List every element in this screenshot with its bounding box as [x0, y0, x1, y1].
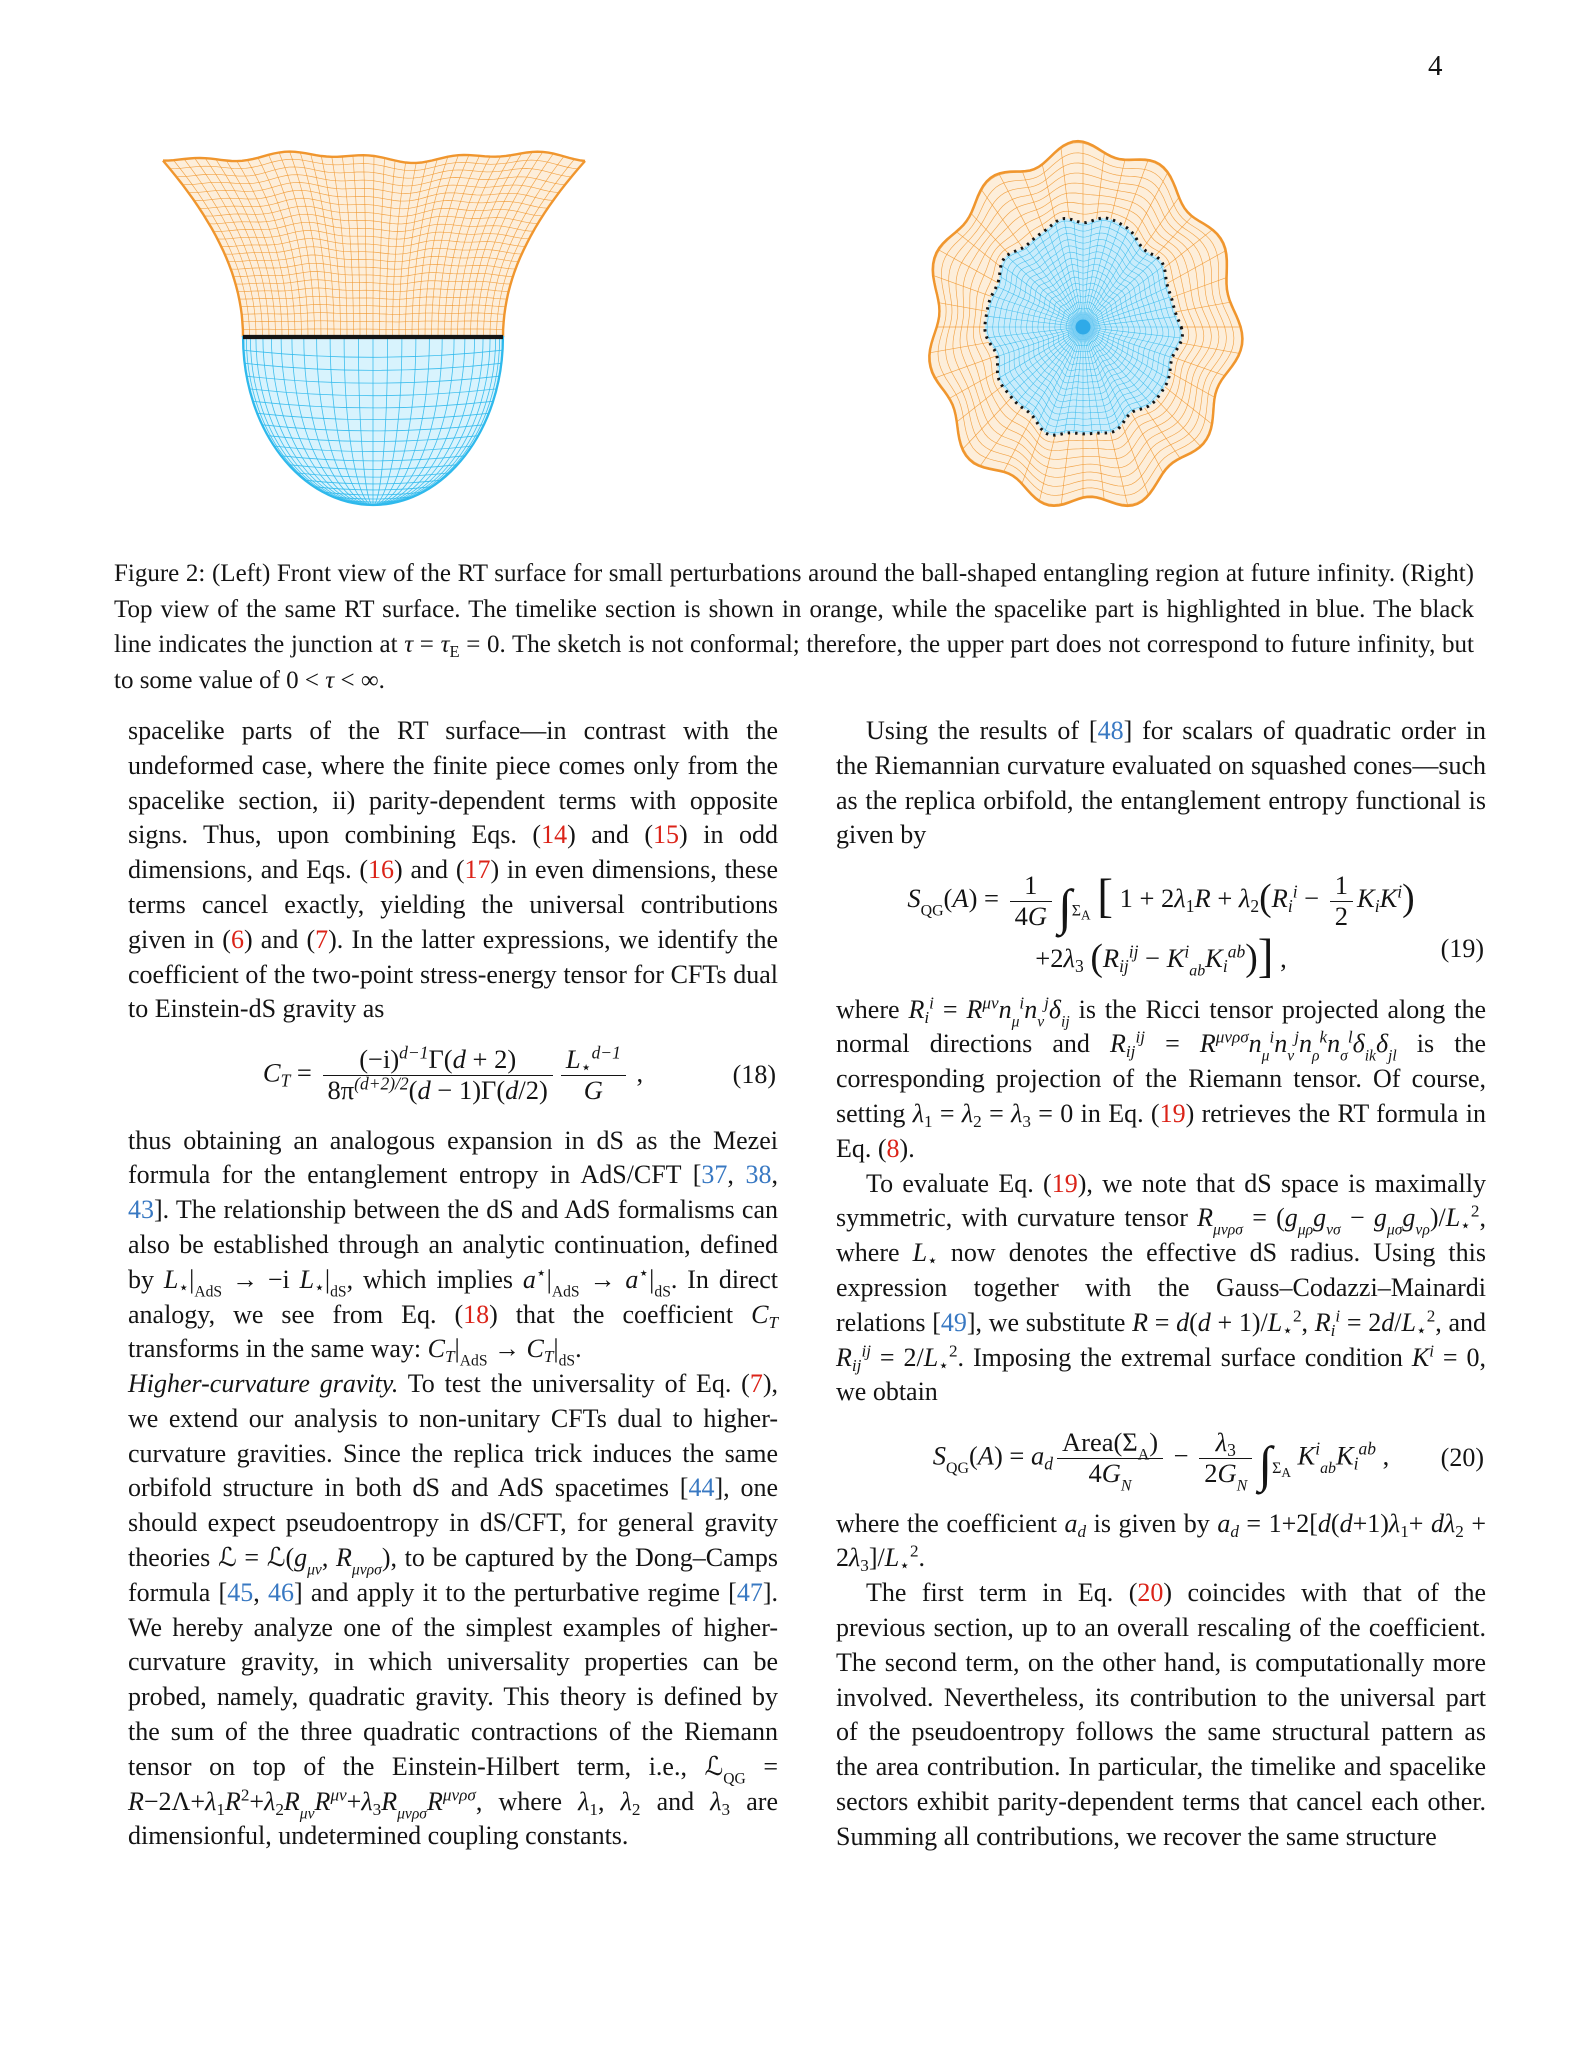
text-run: 3	[860, 1556, 869, 1576]
text-run: 2	[1250, 896, 1260, 917]
text-run: K	[1166, 942, 1185, 973]
text-run: ⋆	[927, 1251, 938, 1271]
text-run: 1	[1400, 1521, 1409, 1541]
eq-ref-link[interactable]: 19	[1159, 1099, 1186, 1129]
text-run: R	[283, 1786, 300, 1816]
text-run: μν	[299, 1805, 315, 1823]
text-run: AdS	[551, 1283, 580, 1301]
text-run: ν	[1287, 1048, 1295, 1066]
text-run: a	[522, 1264, 536, 1294]
text-run: ij	[1135, 1028, 1145, 1048]
text-run: K	[1357, 883, 1375, 914]
text-run: R	[966, 994, 983, 1024]
text-run: g	[1284, 1203, 1298, 1233]
eq-ref-link[interactable]: 20	[1137, 1578, 1164, 1608]
figure2-left-front-view	[140, 95, 610, 520]
citation-link[interactable]: 46	[267, 1577, 294, 1607]
text-run: T	[445, 1347, 455, 1367]
text-run: R	[128, 1786, 144, 1816]
text-run: μνρσ	[1215, 1028, 1249, 1048]
text-run: K	[1411, 1342, 1430, 1372]
text-run: ⋆	[178, 1277, 190, 1297]
text-run: ij	[1119, 955, 1129, 976]
text-run: AdS	[459, 1352, 488, 1370]
text-run: A	[1281, 1465, 1291, 1481]
text-run: ij	[851, 1355, 862, 1375]
text-run: R	[314, 1786, 331, 1816]
text-run: n	[1327, 1029, 1341, 1059]
text-run: C	[751, 1299, 769, 1329]
text-run: R	[1102, 942, 1120, 973]
text-run: i	[1335, 1306, 1341, 1326]
text-run: 2	[240, 1785, 250, 1805]
text-run: τ	[325, 666, 335, 694]
fraction: $\frac{\lambda_3}{2G_N}$	[1199, 1428, 1252, 1488]
text-run: i	[924, 1007, 930, 1027]
text-run: C	[262, 1057, 281, 1088]
text-run: ⋆	[580, 1057, 592, 1078]
text-run: λ	[912, 1099, 924, 1129]
text-run: λ	[620, 1786, 632, 1816]
text-run: R	[381, 1786, 398, 1816]
eq-ref-link[interactable]: 7	[315, 924, 329, 954]
text-run: νρ	[1415, 1222, 1430, 1240]
text-run: a	[1217, 1508, 1231, 1538]
text-run: 2	[1470, 1202, 1480, 1221]
eq-ref-link[interactable]: 14	[541, 820, 568, 850]
text-run: d	[452, 1044, 466, 1075]
text-run: R	[224, 1786, 241, 1816]
text-run: d−1	[399, 1042, 429, 1063]
text-run: λ	[849, 1543, 861, 1573]
text-run: 3	[1022, 1112, 1031, 1132]
text-run: T	[768, 1312, 778, 1332]
text-run: L	[923, 1342, 939, 1372]
text-run: 2	[631, 1799, 641, 1819]
text-run: 2	[909, 1541, 919, 1561]
text-run: λ	[361, 1786, 373, 1816]
text-run: n	[1248, 1029, 1262, 1059]
text-run: i	[1184, 940, 1190, 961]
text-run: 1	[1185, 896, 1195, 917]
text-run: R	[1132, 1307, 1149, 1337]
text-run: μρ	[1297, 1222, 1314, 1240]
paragraph-ricci-projection: where $R_i^i = R^{\mu\nu}n_\mu^in_\nu^j\delta_{ij}$ is the Ricci tensor projected along the normal directions and $R_{ij}^{ij} = R^{\mu\nu\rho\sigma}n_\mu^in_\nu^jn_\rho^kn_\sigma^l\delta_{ik}\delta_{jl}$ is the corresponding projection of the Riemann tensor. Of course, setting $\lambda_1 = \lambda_2 = \lambda_3 = 0$ in Eq. (19) retrieves the RT formula in Eq. (8).	[836, 993, 1487, 1163]
text-run: ab	[1189, 962, 1206, 980]
text-run: μνρσ	[1213, 1222, 1243, 1240]
text-run: A	[952, 883, 969, 914]
text-run: N	[1120, 1477, 1132, 1495]
text-run: )	[1245, 936, 1258, 979]
text-run: QG	[920, 903, 944, 921]
text-run: λ	[1443, 1508, 1456, 1538]
text-run: λ	[1011, 1099, 1023, 1129]
equation-19-line1: $S_{QG}(A)$ = $\frac{1}{4G}$ $\int_{\Sigma A}$ [ $1 + 2\lambda_1R + \lambda_2(R_i^i$ − $\frac{1}{2}$ $K_iK^i$)	[907, 870, 1415, 935]
text-run: λ	[578, 1786, 590, 1816]
text-run: C	[526, 1334, 544, 1364]
text-run: T	[280, 1070, 291, 1091]
text-run: n	[1024, 994, 1038, 1024]
disk-center-dot	[1068, 312, 1098, 342]
text-run: 1	[216, 1799, 225, 1819]
right-column	[836, 714, 1486, 1855]
text-run: λ	[710, 1786, 722, 1816]
citation-link[interactable]: 37	[701, 1160, 728, 1190]
text-run: d	[1197, 1307, 1211, 1337]
text-run: R	[1314, 1307, 1331, 1337]
text-run: AdS	[194, 1283, 223, 1301]
text-run: 3	[1074, 955, 1084, 976]
text-run: A	[977, 1440, 994, 1471]
text-run: μνρσ	[397, 1805, 428, 1823]
text-run: R	[1194, 883, 1211, 914]
citation-link[interactable]: 44	[688, 1473, 715, 1503]
eq-ref-link[interactable]: 16	[368, 855, 395, 885]
text-run: L	[1401, 1307, 1416, 1337]
text-run: 2	[1455, 1521, 1464, 1541]
text-run: 3	[372, 1799, 382, 1819]
text-run: K	[1205, 942, 1223, 973]
text-run: ∫	[1258, 1435, 1273, 1492]
text-run: 2	[948, 1341, 958, 1361]
paragraph-higher-curvature: Higher-curvature gravity. To test the universality of Eq. (7), we extend our analysis to non-unitary CFTs dual to higher-curvature gravities. Since the replica trick induces the same orbifold structure in both dS and AdS spacetimes [44], one should expect pseudoentropy in dS/CFT, for general gravity theories ℒ = $ℒ(g_{\mu\nu}$, $R_{\mu\nu\rho\sigma}$), to be captured by the Dong–Camps formula [45, 46] and apply it to the perturbative regime [47]. We hereby analyze one of the simplest examples of higher-curvature gravity, in which universality properties can be probed, namely, quadratic gravity. This theory is defined by the sum of the three quadratic contractions of the Riemann tensor on top of the Einstein-Hilbert term, i.e., ℒ$_{QG}$ = $R-2\Lambda+\lambda_1R^2+\lambda_2R_{\mu\nu}R^{\mu\nu}+\lambda_3R_{\mu\nu\rho\sigma}R^{\mu\nu\rho\sigma}$, where $\lambda_1$, $\lambda_2$ and $\lambda_3$ are dimensionful, undetermined coupling constants.	[128, 1369, 779, 1851]
text-run: d	[1044, 1453, 1053, 1474]
text-run: n	[1298, 1029, 1312, 1059]
text-run: d	[1339, 1508, 1353, 1538]
text-run: ⋆	[899, 1556, 910, 1576]
text-run: 2	[275, 1799, 284, 1819]
text-run: K	[1297, 1440, 1316, 1471]
text-run: 2	[973, 1112, 982, 1132]
text-run: ij	[1060, 1013, 1070, 1031]
eq-ref-link[interactable]: 8	[886, 1133, 900, 1163]
text-run: 3	[1227, 1440, 1236, 1461]
text-run: K	[1379, 883, 1398, 914]
text-run: G	[1027, 900, 1047, 931]
text-run: μ	[1011, 1013, 1020, 1031]
text-run: S	[932, 1440, 946, 1471]
text-run: ik	[1364, 1048, 1376, 1066]
equation-19-label: (19)	[1440, 934, 1484, 964]
citation-link[interactable]: 49	[940, 1307, 967, 1337]
equation-18	[128, 1042, 778, 1105]
text-run: ab	[1227, 940, 1246, 961]
citation-link[interactable]: 43	[128, 1195, 154, 1225]
text-run: L	[884, 1543, 900, 1573]
text-run: j	[1294, 1028, 1299, 1048]
text-run: μν	[982, 993, 999, 1013]
paragraph-squashed-cones: Using the results of [48] for scalars of quadratic order in the Riemannian curvature evaluated on squashed cones—such as the replica orbifold, the entanglement entropy functional is given by	[836, 716, 1486, 850]
text-run: 3	[721, 1799, 731, 1819]
text-run: L	[912, 1238, 928, 1268]
text-run: μσ	[1386, 1222, 1403, 1240]
text-run: ab	[1358, 1438, 1376, 1459]
text-run: σ	[1340, 1048, 1348, 1066]
eq-ref-link[interactable]: 7	[749, 1369, 763, 1399]
text-run: ⋆	[938, 1355, 949, 1375]
text-run: Σ	[1071, 903, 1082, 921]
fraction: $\frac{1}{4G}$	[1010, 871, 1052, 931]
text-run: λ	[1388, 1508, 1401, 1538]
text-run: dS	[330, 1283, 347, 1301]
text-run: R	[1197, 1203, 1214, 1233]
text-run: λ	[264, 1786, 276, 1816]
text-run: A	[1081, 908, 1091, 924]
paragraph-evaluate-eq19: To evaluate Eq. (19), we note that dS space is maximally symmetric, with curvature tensor $R_{\mu\nu\rho\sigma} = (g_{\mu\rho}g_{\nu\sigma} - g_{\mu\sigma}g_{\nu\rho})/L_⋆^2$, where $L_⋆$ now denotes the effective dS radius. Using this expression together with the Gauss–Codazzi–Mainardi relations [49], we substitute $R = d(d + 1)/L_⋆^2$, $R_i^i = 2d/L_⋆^2$, and $R_{ij}^{ij} = 2/L_⋆^2$. Imposing the extremal surface condition $K^i = 0$, we obtain	[836, 1168, 1487, 1407]
equation-18-label: (18)	[732, 1060, 776, 1090]
text-run: d	[1230, 1521, 1239, 1541]
text-run: d	[1077, 1521, 1087, 1541]
equation-18-body: $C_T$ = $\frac{(-i)^{d-1}\Gamma(d + 2)}{8\pi^{(d+2)/2}(d - 1)\Gamma(d/2)}$ $\frac{L_⋆^{d-1}}{G}$ ,	[262, 1042, 644, 1105]
citation-link[interactable]: 47	[736, 1577, 763, 1607]
text-run: (d+2)/2	[354, 1073, 409, 1094]
text-run: S	[907, 883, 921, 914]
text-run: (	[1090, 936, 1103, 979]
text-run: d	[417, 1074, 431, 1105]
text-run: i	[1397, 881, 1403, 902]
text-run: λ	[961, 1099, 974, 1129]
text-run: i	[1374, 896, 1380, 917]
text-run: K	[1335, 1440, 1354, 1471]
text-run: ∫	[1057, 878, 1072, 935]
fraction: $\frac{(-i)^{d-1}\Gamma(d + 2)}{8\pi^{(d+2)/2}(d - 1)\Gamma(d/2)}$	[323, 1045, 553, 1105]
text-run: λ	[1215, 1427, 1228, 1458]
text-run: d	[1317, 1508, 1331, 1538]
eq-ref-link[interactable]: 15	[653, 820, 680, 850]
text-run: L	[299, 1264, 315, 1294]
text-run: dS	[654, 1283, 671, 1301]
text-run: ]	[1257, 930, 1274, 983]
text-run: k	[1319, 1028, 1328, 1048]
text-run: i	[1330, 1320, 1336, 1340]
text-run: ab	[1320, 1460, 1336, 1478]
text-run: μνρσ	[442, 1785, 476, 1805]
fraction: $\frac{Area(\Sigma_A)}{4G_N}$	[1057, 1428, 1163, 1488]
text-run: (	[1259, 877, 1272, 920]
text-run: R	[908, 994, 925, 1024]
text-run: QG	[723, 1770, 746, 1788]
text-run: d−1	[591, 1042, 621, 1063]
text-run: ⋆	[1282, 1320, 1293, 1340]
text-run: i	[1315, 1438, 1321, 1459]
text-run: ρ	[1311, 1048, 1320, 1066]
text-run: 1	[923, 1112, 933, 1132]
text-run: i	[1269, 1028, 1275, 1048]
text-run: λ	[205, 1786, 217, 1816]
text-run: L	[1267, 1307, 1283, 1337]
text-run: jl	[1388, 1048, 1397, 1066]
text-run: n	[998, 994, 1012, 1024]
text-run: L	[565, 1044, 581, 1075]
text-run: i	[1353, 1453, 1359, 1474]
text-run: ⋆	[638, 1263, 650, 1283]
text-run: G	[1217, 1457, 1237, 1488]
text-run: λ	[1238, 883, 1251, 914]
text-run: l	[1347, 1028, 1353, 1048]
text-run: E	[449, 641, 460, 661]
text-run: N	[1236, 1477, 1248, 1495]
paragraph-continued: spacelike parts of the RT surface—in contrast with the undeformed case, where the finite piece comes only from the spacelike section, ii) parity-dependent terms with opposite signs. Thus, upon combining Eqs. (14) and (15) in odd dimensions, and Eqs. (16) and (17) in even dimensions, these terms cancel exactly, yielding the universal contributions given in (6) and (7). In the latter expressions, we identify the coefficient of the two-point stress-energy tensor for CFTs dual to Einstein-dS gravity as	[128, 716, 778, 1024]
text-run: ij	[1128, 940, 1139, 961]
text-run: L	[1445, 1203, 1461, 1233]
text-run: L	[163, 1264, 179, 1294]
text-run: )	[1402, 877, 1415, 920]
equation-20-body: $S_{QG}(A) = a_d$ $\frac{Area(\Sigma_A)}{4G_N}$ − $\frac{\lambda_3}{2G_N}$ $\int_{\Sigma A}$ $K^i_{ab}K_i^{ab}$ ,	[932, 1427, 1390, 1495]
text-run: λ	[1174, 883, 1186, 914]
text-run: a	[625, 1264, 639, 1294]
page-number: 4	[1428, 50, 1443, 82]
eq-ref-link[interactable]: 6	[230, 924, 244, 954]
equation-19-line2: $+2\lambda_3$ $(R_{ij}^{ij} - K^i_{ab}K_i^{ab})$] ,	[1035, 930, 1287, 983]
text-run: R	[1199, 1029, 1216, 1059]
text-run: j	[1044, 993, 1049, 1013]
text-run: ⋆	[314, 1277, 325, 1297]
text-run: QG	[946, 1460, 969, 1478]
equation-20	[836, 1427, 1486, 1495]
paragraph-mezei: thus obtaining an analogous expansion in dS as the Mezei formula for the entanglement entropy in AdS/CFT [37, 38, 43]. The relationship between the dS and AdS formalisms can also be established through an analytic continuation, defined by $L_⋆|_{AdS} \to -i$ $L_⋆|_{dS}$, which implies $a^⋆|_{AdS} \to a^⋆|_{dS}$. In direct analogy, we see from Eq. (18) that the coefficient $C_T$ transforms in the same way: $C_T|_{AdS} \to C_T|_{dS}$.	[128, 1125, 779, 1370]
text-run: ⋆	[535, 1263, 547, 1283]
text-run: g	[1402, 1203, 1416, 1233]
text-run: d	[1176, 1307, 1190, 1337]
text-run: μν	[307, 1561, 322, 1579]
text-run: a	[1031, 1440, 1045, 1471]
text-run: g	[1313, 1203, 1327, 1233]
text-run: d	[1430, 1508, 1444, 1538]
text-run: μνρσ	[351, 1561, 382, 1579]
eq-ref-link[interactable]: 18	[463, 1299, 490, 1329]
text-run: ⋆	[1460, 1216, 1471, 1236]
text-run: δ	[1048, 994, 1061, 1024]
fraction	[561, 1042, 626, 1105]
eq-ref-link[interactable]: 19	[1051, 1168, 1078, 1198]
text-run: R	[336, 1543, 352, 1573]
text-run: τ	[440, 631, 450, 658]
text-run: R	[836, 1342, 852, 1372]
figure2-right-top-view	[878, 122, 1293, 534]
citation-link[interactable]: 45	[227, 1577, 254, 1607]
fraction: $\frac{1}{2}$	[1330, 871, 1353, 931]
text-run: d	[505, 1074, 519, 1105]
text-run: Σ	[1272, 1460, 1282, 1478]
text-run: 1	[589, 1799, 598, 1819]
citation-link[interactable]: 48	[1097, 716, 1124, 745]
text-run: μ	[1261, 1048, 1270, 1066]
eq-ref-link[interactable]: 17	[464, 855, 491, 885]
text-run: Higher-curvature gravity.	[128, 1369, 399, 1399]
text-run: δ	[1375, 1029, 1389, 1059]
text-run: i	[1287, 896, 1293, 917]
paragraph-first-term: The first term in Eq. (20) coincides with that of the previous section, up to an overall rescaling of the coefficient. The second term, on the other hand, is computationally more involved. Nevertheless, its contribution to the universal part of the pseudoentropy follows the same structural pattern as the area contribution. In particular, the timelike and spacelike sectors exhibit parity-dependent terms that cancel each other. Summing all contributions, we recover the same structure	[836, 1578, 1486, 1851]
text-run: C	[427, 1334, 445, 1364]
figure2-caption: Figure 2: (Left) Front view of the RT surface for small perturbations around the ball-shaped entangling region at future infinity. (Right) Top view of the same RT surface. The timelike section is shown in orange, while the spacelike part is highlighted in blue. The black line indicates the junction at $\tau = \tau_E = 0$. The sketch is not conformal; therefore, the upper part does not correspond to future infinity, but to some value of 0 < τ < ∞.	[114, 560, 1474, 694]
text-run: i	[1019, 993, 1025, 1013]
text-run: λ	[1063, 942, 1075, 973]
text-run: R	[427, 1786, 443, 1816]
text-run: ij	[1125, 1042, 1136, 1062]
text-run: ij	[861, 1341, 871, 1361]
text-run: g	[294, 1543, 308, 1573]
text-run: i	[1292, 881, 1298, 902]
text-run: i	[1222, 955, 1228, 976]
text-run: R	[1271, 883, 1288, 914]
equation-19	[836, 870, 1486, 983]
text-run: ν	[1037, 1013, 1045, 1031]
text-run: i	[1429, 1341, 1434, 1361]
text-run: 2	[1426, 1306, 1436, 1326]
text-run: i	[929, 993, 934, 1013]
equation-20-label: (20)	[1440, 1443, 1484, 1473]
text-run: A	[1137, 1446, 1150, 1464]
text-run: d	[1381, 1307, 1395, 1337]
text-run: ⋆	[1415, 1320, 1427, 1340]
text-run: [	[1097, 871, 1113, 924]
text-run: R	[1110, 1029, 1126, 1059]
text-run: G	[1101, 1457, 1121, 1488]
text-run: G	[583, 1074, 603, 1105]
text-run: τ	[404, 631, 414, 658]
left-column	[128, 714, 778, 1854]
text-run: dS	[558, 1352, 576, 1370]
citation-link[interactable]: 38	[745, 1160, 772, 1190]
text-run: μν	[330, 1785, 347, 1805]
paragraph-coefficient-ad: where the coefficient $a_d$ is given by $a_d = 1+2[d(d+1)\lambda_1+ d\lambda_2 + 2\lambda_3]/L_⋆^2$.	[836, 1508, 1486, 1576]
text-run: n	[1274, 1029, 1288, 1059]
text-run: g	[1373, 1203, 1387, 1233]
text-run: δ	[1352, 1029, 1365, 1059]
text-run: T	[543, 1347, 554, 1367]
text-run: a	[1064, 1508, 1078, 1538]
text-run: νσ	[1326, 1222, 1341, 1240]
text-run: 2	[1292, 1306, 1302, 1326]
